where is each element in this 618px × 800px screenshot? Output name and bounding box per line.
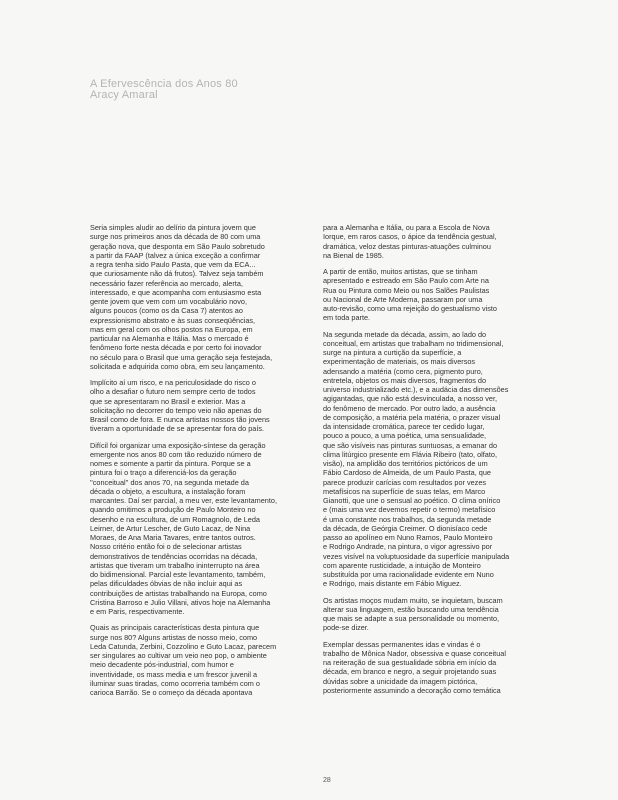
text-line: Os artistas moços mudam muito, se inquietam, buscam bbox=[323, 595, 503, 605]
text-line: substituída por uma racionalidade evidente em Nuno bbox=[323, 570, 494, 579]
text-line: alguns poucos (como os da Casa 7) atentos ao bbox=[90, 306, 243, 316]
text-line: década o objeto, a escultura, a instalação foram bbox=[90, 486, 246, 496]
paragraph bbox=[90, 441, 312, 617]
text-line: do bidimensional. Parcial este levantamento, também, bbox=[90, 570, 266, 579]
text-line: fenômeno forte nesta década e por certo foi inovador bbox=[90, 343, 262, 353]
text-line: entretela, objetos os mais diversos, fragmentos do bbox=[323, 375, 487, 385]
text-line: a partir da FAAP (talvez a única exceção a confirmar bbox=[90, 250, 261, 260]
paragraph bbox=[323, 267, 545, 323]
text-line: Leda Catunda, Zerbini, Cozzolino e Guto Lacaz, parecem bbox=[90, 641, 277, 651]
text-line: iluminar suas tiradas, como ocorreria também com o bbox=[90, 678, 260, 688]
text-line: artistas que tiveram um trabalho ininterrupto na área bbox=[90, 560, 260, 570]
text-line: gente jovem que vem com um vocabulário novo, bbox=[90, 297, 247, 306]
text-line: necessário fazer referência ao mercado, alerta, bbox=[90, 278, 243, 288]
text-line: desenho e na escultura, de um Romagnolo, de Leda bbox=[90, 514, 260, 524]
paragraph bbox=[90, 378, 312, 434]
text-line: Nosso critério então foi o de selecionar artistas bbox=[90, 542, 242, 552]
text-line: conceitual, em artistas que trabalham no tridimensional, bbox=[323, 338, 504, 348]
text-line: olho a desafiar o futuro nem sempre certo de todos bbox=[90, 387, 256, 397]
text-line: e Rodrigo, mais distante em Fábio Miguez. bbox=[323, 579, 462, 589]
text-line: Seria simples aludir ao delírio da pintura jovem que bbox=[90, 223, 256, 232]
text-line: clima litúrgico presente em Flávia Ribeiro (tato, olfato, bbox=[323, 449, 497, 459]
text-line: Exemplar dessas permanentes idas e vindas é o bbox=[323, 639, 481, 649]
text-line: da década, de Geórgia Creimer. O dionisíaco cede bbox=[323, 523, 488, 533]
text-line: visão), na amplidão dos territórios pictóricos de um bbox=[323, 459, 488, 468]
text-line: que mais se adapte a sua personalidade ou momento, bbox=[323, 614, 500, 623]
page-number: 28 bbox=[323, 777, 331, 784]
text-line: interessado, e que acompanha com entusiasmo esta bbox=[90, 287, 262, 297]
text-line: que são visíveis nas pinturas suntuosas, a emanar do bbox=[323, 440, 498, 450]
paragraph bbox=[323, 640, 545, 696]
text-line: quando omitimos a produção de Paulo Monteiro no bbox=[90, 505, 256, 515]
text-line: a regra tenha sido Paulo Pasta, que vem da ECA... bbox=[90, 260, 256, 269]
text-line: auto-revisão, como uma rejeição do gestualismo visto bbox=[323, 304, 497, 313]
text-line: pintura foi o traço a diferenciá-los da geração bbox=[90, 468, 237, 478]
text-line: do fenômeno de mercado. Por outro lado, a ausência bbox=[323, 403, 496, 413]
paragraph bbox=[323, 223, 545, 260]
text-line: é uma constante nos trabalhos, da segunda metade bbox=[323, 514, 492, 524]
text-line: ou Nacional de Arte Moderna, passaram por uma bbox=[323, 294, 483, 304]
text-line: Fábio Cardoso de Almeida, de um Paulo Pasta, que bbox=[323, 468, 491, 478]
text-line: para a Alemanha e Itália, ou para a Escola de Nova bbox=[323, 223, 490, 232]
text-line: na reiteração de sua gestualidade sóbria em início da bbox=[323, 658, 497, 667]
article-author: Aracy Amaral bbox=[90, 89, 158, 101]
text-line: com aparente rusticidade, a intuição de Monteiro bbox=[323, 560, 481, 570]
paragraph bbox=[323, 596, 545, 633]
text-line: década, em branco e negro, a seguir projetando suas bbox=[323, 667, 497, 677]
text-line: e em Paris, respectivamente. bbox=[90, 607, 185, 616]
text-line: dúvidas sobre a unicidade da imagem pictórica, bbox=[323, 676, 478, 686]
text-line: Leirner, de Artur Lescher, de Guto Lacaz, de Nina bbox=[90, 523, 251, 533]
text-line: Rua ou Pintura como Meio ou nos Salões Paulistas bbox=[323, 285, 490, 295]
text-line: passo ao apolíneo em Nuno Ramos, Paulo Monteiro bbox=[323, 533, 493, 542]
text-line: da intensidade cromática, parece ter cedido lugar, bbox=[323, 422, 485, 431]
text-line: trabalho de Mônica Nador, obsessiva e quase conceitual bbox=[323, 648, 506, 658]
text-line: Quais as principais características desta pintura que bbox=[90, 623, 260, 633]
text-line: Gianotti, que une o sensual ao poético. O clima onírico bbox=[323, 496, 501, 505]
text-line: Cristina Barroso e Julio Villani, ativos hoje na Alemanha bbox=[90, 597, 271, 607]
text-line: universo industrializado etc.), e a audácia das dimensões bbox=[323, 385, 509, 394]
paragraph bbox=[323, 330, 545, 589]
right-text-column bbox=[323, 223, 545, 702]
text-line: particular na Alemanha e Itália. Mas o mercado é bbox=[90, 334, 249, 343]
text-line: meio decadente pós-industrial, com humor e bbox=[90, 660, 234, 670]
text-line: tiveram a oportunidade de se apresentar fora do país. bbox=[90, 424, 265, 434]
text-line: solicitada e adquirida como obra, em seu lançamento. bbox=[90, 361, 265, 371]
text-line: experimentação de materiais, os mais diversos bbox=[323, 357, 476, 367]
paragraph bbox=[90, 223, 312, 371]
text-line: no século para o Brasil que uma geração seja festejada, bbox=[90, 352, 273, 362]
text-line: ser singulares ao cultivar um veio neo pop, o ambiente bbox=[90, 651, 267, 660]
text-line: carioca Barrão. Se o começo da década apontava bbox=[90, 688, 253, 697]
text-line: em toda parte. bbox=[323, 313, 371, 323]
text-line: Na segunda metade da década, assim, ao lado do bbox=[323, 329, 487, 339]
text-line: vezes visível na voluptuosidade da superfície manipulada bbox=[323, 551, 510, 561]
text-line: dramática, veloz destas pinturas-atuações culminou bbox=[323, 241, 491, 251]
left-text-column bbox=[90, 223, 312, 704]
text-line: surge nos primeiros anos da década de 80 com uma bbox=[90, 232, 261, 242]
text-line: que curiosamente não dá frutos). Talvez seja também bbox=[90, 269, 264, 279]
text-line: pouco a pouco, a uma poética, uma sensualidade, bbox=[323, 431, 487, 441]
text-line: demonstrativos de tendências ocorridas na década, bbox=[90, 551, 258, 561]
text-line: pode-se dizer. bbox=[323, 623, 369, 633]
text-line: Implícito aí um risco, e na periculosidade do risco o bbox=[90, 378, 256, 387]
text-line: alterar sua linguagem, estão buscando uma tendência bbox=[323, 604, 499, 614]
text-line: A partir de então, muitos artistas, que se tinham bbox=[323, 267, 478, 276]
text-line: marcantes. Daí ser parcial, a meu ver, este levantamento, bbox=[90, 496, 277, 505]
text-line: expressionismo abstrato e às suas conseqüências, bbox=[90, 315, 256, 325]
text-line: na Bienal de 1985. bbox=[323, 250, 384, 260]
text-line: ''conceitual'' dos anos 70, na segunda metade da bbox=[90, 477, 249, 487]
text-line: contribuições de artistas trabalhando na Europa, como bbox=[90, 588, 267, 598]
paragraph bbox=[90, 623, 312, 697]
text-line: posteriormente assumindo a decoração como temática bbox=[323, 685, 501, 695]
article-header bbox=[90, 79, 238, 101]
text-line: pelas dificuldades óbvias de não incluir aqui as bbox=[90, 579, 243, 589]
text-line: Difícil foi organizar uma exposição-síntese da geração bbox=[90, 440, 266, 450]
text-line: agigantadas, que não está desvinculada, a nosso ver, bbox=[323, 394, 498, 404]
text-line: inventividade, os mass media e um frescor juvenil a bbox=[90, 669, 258, 679]
text-line: nomes e somente a partir da pintura. Porque se a bbox=[90, 459, 251, 468]
text-line: Iorque, em raros casos, o ápice da tendência gestual, bbox=[323, 232, 497, 242]
text-line: que se apresentaram no Brasil e exterior. Mas a bbox=[90, 396, 246, 406]
text-line: mas em geral com os olhos postos na Europa, em bbox=[90, 324, 253, 334]
article-title: A Efervescência dos Anos 80 bbox=[90, 78, 238, 90]
text-line: Moraes, de Ana Maria Tavares, entre tantos outros. bbox=[90, 533, 256, 542]
text-line: surge na pintura a curtição da superfície, a bbox=[323, 348, 462, 357]
text-line: solicitação no decorrer do tempo veio não apenas do bbox=[90, 405, 262, 415]
text-line: geração nova, que desponta em São Paulo sobretudo bbox=[90, 241, 265, 251]
text-line: metafísicos na superfície de suas telas, em Marco bbox=[323, 486, 486, 496]
text-line: Brasil como de fora. E nunca artistas nossos tão jovens bbox=[90, 415, 270, 424]
text-line: adensando a matéria (como cera, pigmento puro, bbox=[323, 366, 483, 376]
text-line: apresentado e estreado em São Paulo com Arte na bbox=[323, 276, 489, 286]
text-line: e Rodrigo Andrade, na pintura, o vigor agressivo por bbox=[323, 542, 493, 552]
text-line: emergente nos anos 80 com tão reduzido número de bbox=[90, 449, 262, 459]
text-line: de composição, a matéria pela matéria, o prazer visual bbox=[323, 412, 501, 422]
text-line: e (mais uma vez devemos repetir o termo) metafísico bbox=[323, 505, 496, 515]
text-line: surge nos 80? Alguns artistas de nosso meio, como bbox=[90, 632, 258, 642]
text-line: parece produzir carícias com resultados por vezes bbox=[323, 477, 487, 487]
